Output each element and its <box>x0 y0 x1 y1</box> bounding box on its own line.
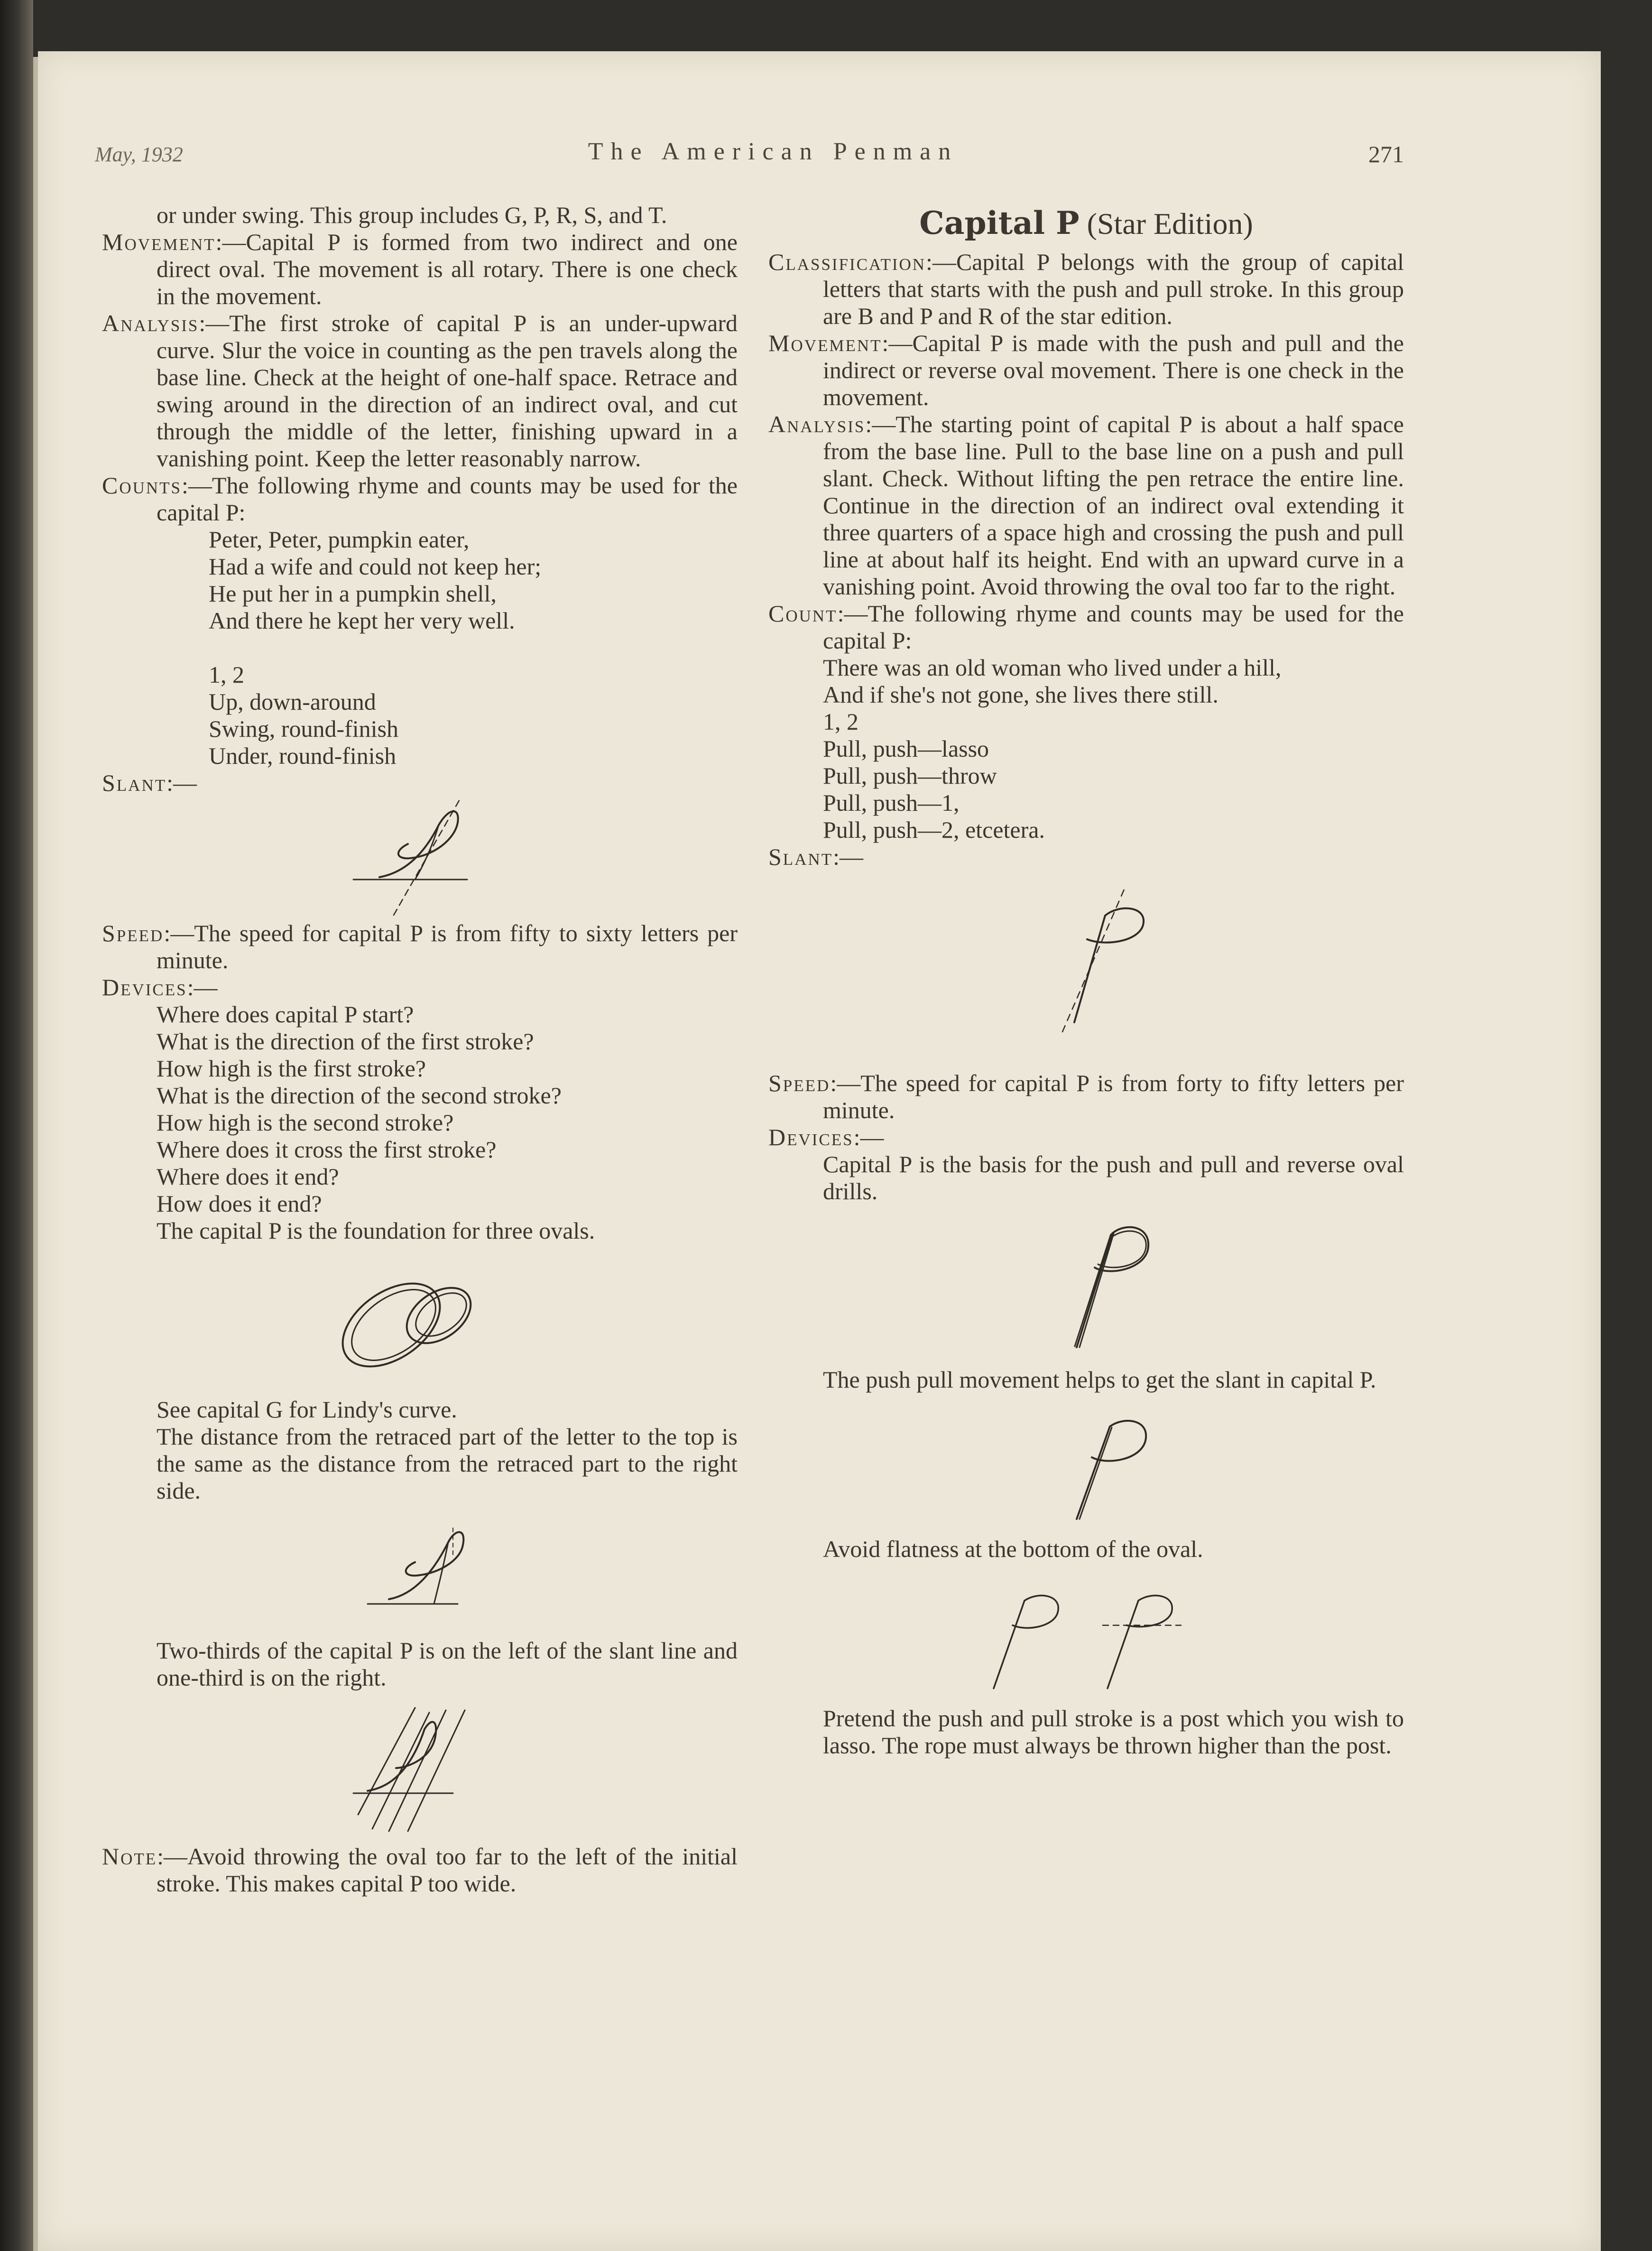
rhyme-line: He put her in a pumpkin shell, <box>209 580 497 607</box>
count-line: Pull, push—2, etcetera. <box>823 816 1045 843</box>
device-statement: The capital P is the foundation for three ovals. <box>157 1217 595 1244</box>
oval-comparison-diagram <box>915 1582 1257 1695</box>
slant-suffix: :— <box>166 769 197 796</box>
devices-label: Devices <box>768 1124 854 1150</box>
three-ovals-diagram <box>296 1259 543 1382</box>
analysis-paragraph <box>768 411 1404 600</box>
counts-text: :—The following rhyme and counts may be used for the capital P: <box>157 472 738 526</box>
book-binding <box>0 0 33 2251</box>
movement-paragraph <box>768 330 1404 411</box>
device-question: How high is the second stroke? <box>157 1109 454 1136</box>
slant-label: Slant <box>768 843 833 870</box>
movement-paragraph <box>102 229 738 310</box>
count-line: Pull, push—1, <box>823 789 960 816</box>
analysis-label: Analysis <box>102 310 199 336</box>
classification-paragraph <box>768 249 1404 330</box>
speed-paragraph <box>768 1070 1404 1124</box>
intro-text: or under swing. This group includes G, P, R, S, and T. <box>157 202 667 228</box>
classification-label: Classification <box>768 249 926 275</box>
slant-heading <box>768 843 1404 871</box>
slant-heading <box>102 769 738 797</box>
analysis-text: :—The first stroke of capital P is an under-upward curve. Slur the voice in counting as the pen travels along the base line. Check at the height of one-half space. Retrace and swing around in the direction of an indirect oval, and cut through the middle of the letter, finishing upward in a vanishing point. Keep the letter reasonably narrow. <box>157 310 738 472</box>
devices-text: Capital P is the basis for the push and pull and reverse oval drills. <box>823 1151 1404 1204</box>
note-retraced: The distance from the retraced part of the letter to the top is the same as the distance from the retraced part to the right side. <box>157 1423 738 1504</box>
heading-bold: Capital P <box>919 204 1080 241</box>
devices-suffix: :— <box>187 974 218 1000</box>
counts-paragraph <box>102 472 738 526</box>
device-question: What is the direction of the first stroke? <box>157 1028 534 1055</box>
magazine-title: The American Penman <box>588 138 959 165</box>
count-label: Count <box>768 600 838 627</box>
note-lindy: See capital G for Lindy's curve. <box>157 1396 457 1423</box>
analysis-text: :—The starting point of capital P is about a half space from the base line. Pull to the base line on a push and pull slant. Check. Without lifting the pen retrace the entire line. Continue in the direction of an indirect oval extending it three quarters of a space high and crossing the push and pull line at about half its height. End with an upward curve in a vanishing point. Avoid throwing the oval too far to the right. <box>823 411 1404 600</box>
device-question: How high is the first stroke? <box>157 1055 426 1082</box>
slant-diagram-star-p <box>963 880 1209 1037</box>
retrace-diagram-p <box>296 1509 543 1623</box>
count-line: Up, down-around <box>209 688 376 715</box>
analysis-label: Analysis <box>768 411 866 437</box>
device-question: How does it end? <box>157 1190 322 1217</box>
devices-heading <box>102 974 738 1001</box>
count-line: Under, round-finish <box>209 742 397 769</box>
note-lasso: Pretend the push and pull stroke is a post which you wish to lasso. The rope must always be thrown higher than the post. <box>823 1705 1404 1759</box>
rhyme-line: And there he kept her very well. <box>209 607 515 634</box>
device-question: Where does it end? <box>157 1163 339 1190</box>
count-line: 1, 2 <box>823 708 858 735</box>
rhyme-line: Peter, Peter, pumpkin eater, <box>209 526 470 553</box>
movement-label: Movement <box>102 229 216 255</box>
push-pull-diagram-p <box>963 1412 1209 1526</box>
count-line: Pull, push—throw <box>823 762 997 789</box>
count-text: :—The following rhyme and counts may be used for the capital P: <box>823 600 1404 654</box>
section-heading <box>768 204 1404 243</box>
drill-diagram-p <box>963 1214 1209 1357</box>
device-question: Where does capital P start? <box>157 1001 414 1028</box>
speed-paragraph <box>102 920 738 974</box>
heading-edition: (Star Edition) <box>1079 207 1253 241</box>
rhyme-line: There was an old woman who lived under a hill, <box>823 654 1282 681</box>
count-paragraph <box>768 600 1404 654</box>
movement-text: :—Capital P is formed from two indirect and one direct oval. The movement is all rotary. There is one check in the movement. <box>157 229 738 309</box>
slant-suffix: :— <box>833 843 864 870</box>
rhyme-line: Had a wife and could not keep her; <box>209 553 542 580</box>
count-line: Pull, push—lasso <box>823 735 989 762</box>
note-flatness: Avoid flatness at the bottom of the oval. <box>823 1536 1203 1562</box>
speed-text: :—The speed for capital P is from forty to fifty letters per minute. <box>823 1070 1404 1123</box>
movement-text: :—Capital P is made with the push and pull and the indirect or reverse oval movement. There is one check in the movement. <box>823 330 1404 410</box>
slant-diagram-p <box>296 797 543 920</box>
speed-label: Speed <box>768 1070 831 1096</box>
scan-background-right <box>1601 0 1652 2251</box>
counts-label: Counts <box>102 472 182 499</box>
analysis-paragraph <box>102 310 738 472</box>
movement-label: Movement <box>768 330 882 356</box>
slant-lines-diagram <box>296 1701 543 1838</box>
note-text: :—Avoid throwing the oval too far to the left of the initial stroke. This makes capital P too wide. <box>157 1843 738 1897</box>
count-line: Swing, round-finish <box>209 715 398 742</box>
speed-label: Speed <box>102 920 164 946</box>
running-head <box>95 138 1404 176</box>
note-two-thirds: Two-thirds of the capital P is on the left of the slant line and one-third is on the right. <box>157 1637 738 1691</box>
devices-suffix: :— <box>853 1124 884 1150</box>
device-question: What is the direction of the second stroke? <box>157 1082 562 1109</box>
page-number: 271 <box>1368 141 1404 167</box>
devices-heading <box>768 1124 1404 1151</box>
issue-date: May, 1932 <box>95 143 183 166</box>
count-line: 1, 2 <box>209 661 244 688</box>
speed-text: :—The speed for capital P is from fifty to sixty letters per minute. <box>157 920 738 973</box>
slant-label: Slant <box>102 769 167 796</box>
classification-text: :—Capital P belongs with the group of capital letters that starts with the push and pull stroke. In this group are B and P and R of the star edition. <box>823 249 1404 329</box>
left-column <box>102 202 738 1897</box>
right-column <box>768 204 1404 1759</box>
note-label: Note <box>102 1843 157 1870</box>
device-question: Where does it cross the first stroke? <box>157 1136 497 1163</box>
rhyme-line: And if she's not gone, she lives there still. <box>823 681 1218 708</box>
note-push-pull: The push pull movement helps to get the slant in capital P. <box>823 1366 1376 1393</box>
note-paragraph <box>102 1843 738 1897</box>
devices-label: Devices <box>102 974 187 1000</box>
